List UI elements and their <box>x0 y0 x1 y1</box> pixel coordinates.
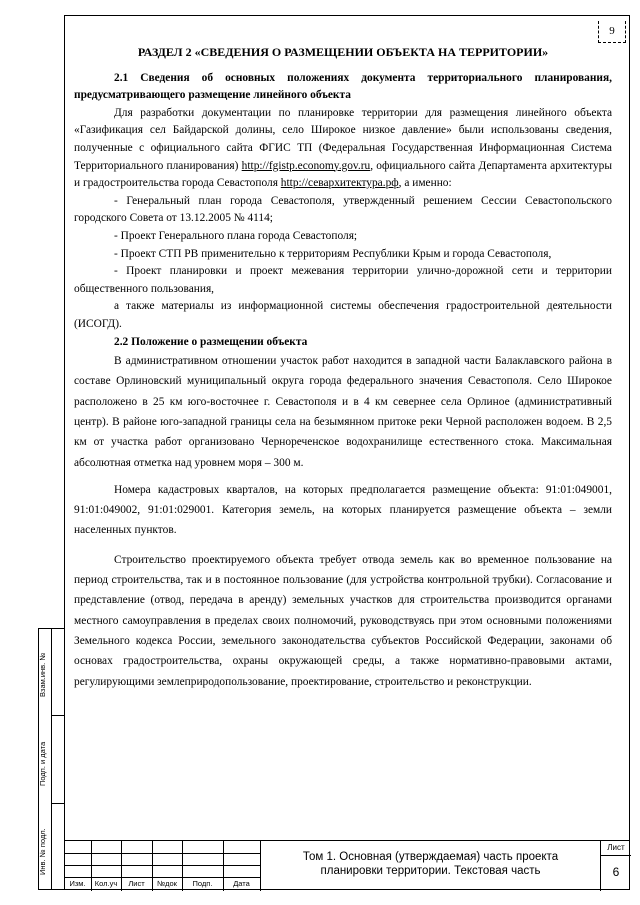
list-item: - Генеральный план города Севастополя, утвержденный решением Сессии Севастопольского городского Совета от 13.12.2005 № 4114; <box>74 194 612 225</box>
stamp-col-list: Лист <box>128 879 145 888</box>
section-heading: РАЗДЕЛ 2 «СВЕДЕНИЯ О РАЗМЕЩЕНИИ ОБЪЕКТА НА ТЕРРИТОРИИ» <box>137 45 549 59</box>
paragraph-cadastral: Номера кадастровых кварталов, на которых предполагается размещение объекта: 91:01:049001, 91:01:049002, 91:01:029001. Категория земель, на которых планируется размещение объекта – земли населенных пунктов. <box>74 483 612 537</box>
document-title-line2: планировки территории. Текстовая часть <box>320 865 541 877</box>
paragraph-location: В административном отношении участок работ находится в западной части Балаклавского района в составе Орлиновский муниципальный округа города федерального значения Севастополя. Село Широкое расположено в 25 км юго-восточнее г. Севастополя и в 4 км севернее села Орлиное (административный центр). В районе юго-западной границы села на безымянном притоке реки Черной расположен водоем. В 2,5 км от участка работ организовано Чернореченское водохранилище естественного стока. Максимальная абсолютная отметка над уровнем моря – 300 м. <box>74 355 612 469</box>
document-title <box>260 841 600 891</box>
stamp-col-podp: Подп. <box>192 879 213 888</box>
sheet-number: 6 <box>612 865 620 879</box>
subsection-2-1-title: 2.1 Сведения об основных положениях документа территориального планирования, предусматривающего размещение линейного объекта <box>74 71 612 102</box>
stamp-col-koluch: Кол.уч <box>94 879 118 888</box>
paragraph-2-1-intro: Для разработки документации по планировке территории для размещения линейного объекта «Газификация сел Байдарской долины, село Широкое низкое давление» были использованы сведения, полученные с официального сайта ФГИС ТП (Федеральная Государственная Информационная Система Территориального планирования) http://fgistp.economy.gov.ru, официального сайта Департамента архитектуры и градостроительства города Севастополя http://севархитектура.рф, а именно: <box>74 106 612 190</box>
list-item: а также материалы из информационной системы обеспечения градостроительной деятельности (ИСОГД). <box>74 300 612 330</box>
link-fgistp[interactable]: http://fgistp.economy.gov.ru <box>241 159 371 172</box>
stamp-grid <box>64 841 260 891</box>
subsection-2-2-title: 2.2 Положение о размещении объекта <box>114 335 308 348</box>
stamp-col-izm: Изм. <box>69 879 86 888</box>
list-item: - Проект СТП РВ применительно к территориям Республики Крым и города Севастополя, <box>114 247 552 260</box>
list-item: - Проект Генерального плана города Севастополя; <box>114 229 358 242</box>
side-label-podp: Подп. и дата <box>38 741 47 786</box>
paragraph-land-allocation: Строительство проектируемого объекта требует отвода земель как во временное пользование на период строительства, так и в постоянное пользование (для устройства контрольной трубки). Согласование и представление (отвод, передача в аренду) земельных участков для строительства производится органами местного самоуправления в пределах своих полномочий, руководствуясь при этом основными положениями Земельного кодекса России, земельного законодательства субъектов Российской Федерации, законами об основах градостроительства, охраны окружающей среды, а также нормативно-правовыми актами, регулирующими землеприродопользование, проектирование, строительство и реконструкции. <box>74 553 612 688</box>
sheet-cell <box>600 841 631 891</box>
sheet-label: Лист <box>607 843 625 852</box>
title-block <box>64 840 630 890</box>
document-content <box>74 44 612 692</box>
document-title-line1: Том 1. Основная (утверждаемая) часть проекта <box>302 851 559 863</box>
list-item: - Проект планировки и проект межевания территории улично-дорожной сети и территории общественного пользования, <box>74 265 612 295</box>
link-sevarkhitektura[interactable]: http://севархитектура.рф <box>280 177 399 190</box>
side-label-inv: Инв. № подл. <box>38 828 47 875</box>
page-number-top: 9 <box>598 21 626 43</box>
side-stamp <box>38 628 64 890</box>
side-label-vzam: Взам.инв. № <box>38 652 47 697</box>
stamp-col-data: Дата <box>233 879 250 888</box>
stamp-col-ndok: №док <box>157 879 177 888</box>
